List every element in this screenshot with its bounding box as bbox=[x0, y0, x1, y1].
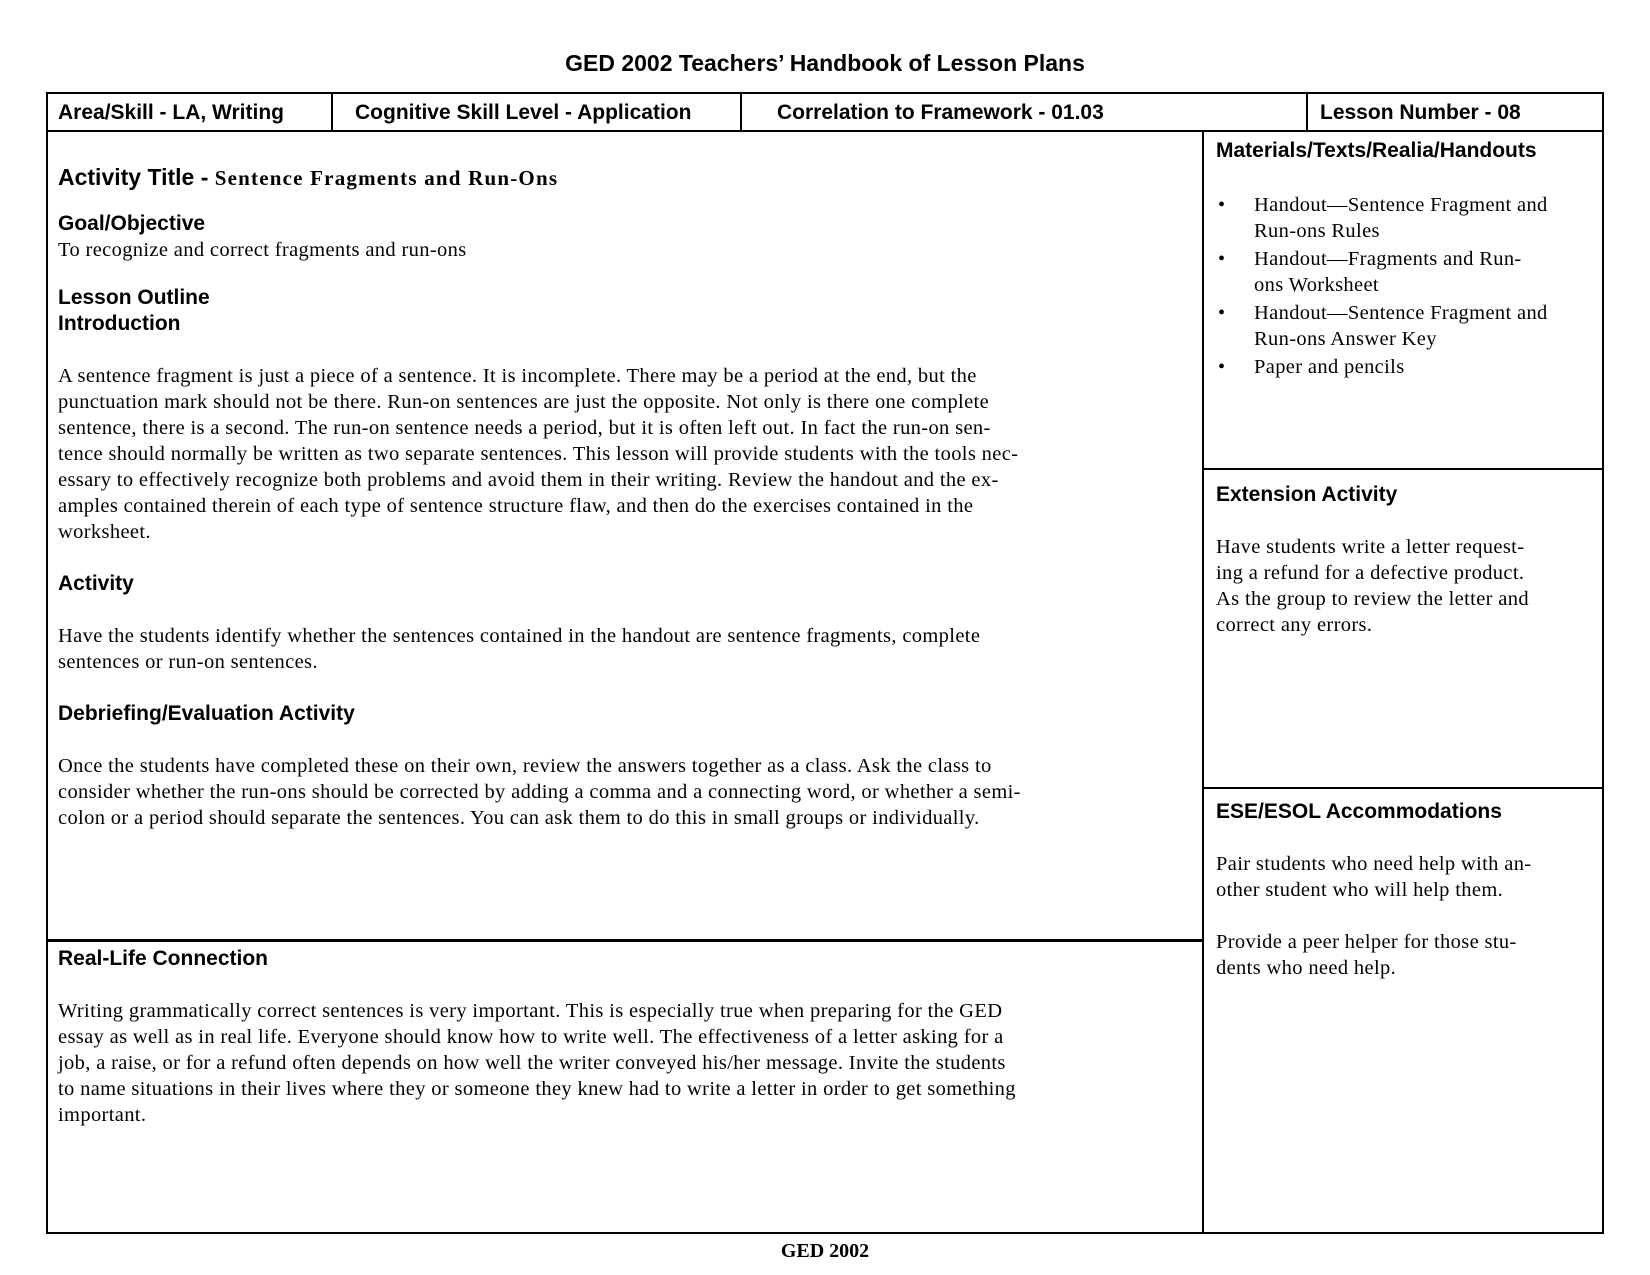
materials-item-line: Run-ons Answer Key bbox=[1254, 328, 1437, 350]
ese-esol-line: Provide a peer helper for those stu- bbox=[1216, 931, 1517, 953]
materials-section bbox=[1216, 138, 1600, 382]
real-life-line: to name situations in their lives where they or someone they knew had to write a letter in order to get something bbox=[58, 1078, 1016, 1100]
activity-title-label: Activity Title - bbox=[58, 164, 215, 190]
correlation-cell bbox=[742, 92, 1306, 132]
materials-item bbox=[1216, 246, 1600, 298]
lesson-main-section bbox=[58, 164, 1198, 831]
extension-top-rule bbox=[1202, 468, 1604, 470]
area-skill-cell bbox=[46, 92, 331, 132]
debrief-line: Once the students have completed these on their own, review the answers together as a class. Ask the class to bbox=[58, 755, 992, 777]
extension-line: As the group to review the letter and bbox=[1216, 588, 1529, 610]
goal-heading: Goal/Objective bbox=[58, 212, 206, 235]
body-column-divider bbox=[1202, 130, 1204, 1234]
cognitive-skill-label: Cognitive Skill Level - Application bbox=[355, 101, 692, 124]
activity-heading: Activity bbox=[58, 572, 134, 595]
real-life-paragraph bbox=[58, 998, 1198, 1128]
cognitive-skill-cell bbox=[333, 92, 740, 132]
intro-line: amples contained therein of each type of sentence structure flaw, and then do the exercises contained in the bbox=[58, 495, 974, 517]
intro-line: sentence, there is a second. The run-on sentence needs a period, but it is often left out. In fact the run-on sen- bbox=[58, 417, 991, 439]
introduction-heading: Introduction bbox=[58, 312, 181, 335]
ese-top-rule bbox=[1202, 787, 1604, 789]
activity-line: Have the students identify whether the sentences contained in the handout are sentence fragments, complete bbox=[58, 625, 981, 647]
debrief-line: consider whether the run-ons should be corrected by adding a comma and a connecting word, or whether a semi- bbox=[58, 781, 1021, 803]
extension-heading: Extension Activity bbox=[1216, 483, 1398, 506]
page-footer: GED 2002 bbox=[780, 1240, 870, 1262]
real-life-line: job, a raise, or for a refund often depends on how well the writer conveyed his/her message. Invite the students bbox=[58, 1052, 1006, 1074]
debriefing-paragraph bbox=[58, 753, 1198, 831]
intro-line: essary to effectively recognize both problems and avoid them in their writing. Review the handout and the ex- bbox=[58, 469, 999, 491]
materials-item bbox=[1216, 192, 1600, 244]
materials-heading: Materials/Texts/Realia/Handouts bbox=[1216, 139, 1537, 162]
area-skill-label: Area/Skill - LA, Writing bbox=[58, 101, 284, 124]
materials-item-line: Handout—Sentence Fragment and bbox=[1254, 302, 1548, 324]
ese-esol-section bbox=[1216, 799, 1600, 981]
real-life-top-rule bbox=[46, 939, 1204, 942]
extension-section bbox=[1216, 482, 1600, 638]
materials-list bbox=[1216, 192, 1600, 380]
document-title: GED 2002 Teachers’ Handbook of Lesson Plans bbox=[565, 50, 1085, 76]
ese-esol-heading: ESE/ESOL Accommodations bbox=[1216, 800, 1502, 823]
intro-line: tence should normally be written as two separate sentences. This lesson will provide students with the tools nec- bbox=[58, 443, 1019, 465]
goal-text: To recognize and correct fragments and run-ons bbox=[58, 239, 467, 261]
materials-item-line: Handout—Sentence Fragment and bbox=[1254, 194, 1548, 216]
materials-item-line: Run-ons Rules bbox=[1254, 220, 1380, 242]
debrief-line: colon or a period should separate the sentences. You can ask them to do this in small groups or individually. bbox=[58, 807, 980, 829]
real-life-line: important. bbox=[58, 1104, 147, 1126]
debriefing-heading: Debriefing/Evaluation Activity bbox=[58, 702, 355, 725]
activity-line: sentences or run-on sentences. bbox=[58, 651, 318, 673]
ese-esol-line: other student who will help them. bbox=[1216, 879, 1504, 901]
introduction-paragraph bbox=[58, 363, 1198, 545]
intro-line: punctuation mark should not be there. Run-on sentences are just the opposite. Not only is there one complete bbox=[58, 391, 990, 413]
activity-title-value: Sentence Fragments and Run-Ons bbox=[214, 166, 559, 190]
intro-line: worksheet. bbox=[58, 521, 151, 543]
materials-item-line: Paper and pencils bbox=[1254, 356, 1405, 378]
materials-item bbox=[1216, 300, 1600, 352]
materials-item bbox=[1216, 354, 1600, 380]
real-life-section bbox=[58, 946, 1198, 1128]
correlation-label: Correlation to Framework - 01.03 bbox=[777, 101, 1104, 124]
ese-esol-line: Pair students who need help with an- bbox=[1216, 853, 1532, 875]
extension-line: correct any errors. bbox=[1216, 614, 1373, 636]
activity-paragraph bbox=[58, 623, 1198, 675]
real-life-line: essay as well as in real life. Everyone should know how to write well. The effectiveness of a letter asking for a bbox=[58, 1026, 1004, 1048]
activity-title bbox=[58, 164, 1198, 191]
extension-line: Have students write a letter request- bbox=[1216, 536, 1525, 558]
lesson-number-cell bbox=[1308, 92, 1604, 132]
intro-line: A sentence fragment is just a piece of a sentence. It is incomplete. There may be a period at the end, but the bbox=[58, 365, 977, 387]
lesson-number-label: Lesson Number - 08 bbox=[1320, 101, 1521, 124]
real-life-line: Writing grammatically correct sentences is very important. This is especially true when preparing for the GED bbox=[58, 1000, 1003, 1022]
extension-line: ing a refund for a defective product. bbox=[1216, 562, 1525, 584]
materials-item-line: ons Worksheet bbox=[1254, 274, 1379, 296]
materials-item-line: Handout—Fragments and Run- bbox=[1254, 248, 1522, 270]
real-life-heading: Real-Life Connection bbox=[58, 947, 269, 970]
lesson-outline-heading: Lesson Outline bbox=[58, 286, 210, 309]
ese-esol-line: dents who need help. bbox=[1216, 957, 1397, 979]
